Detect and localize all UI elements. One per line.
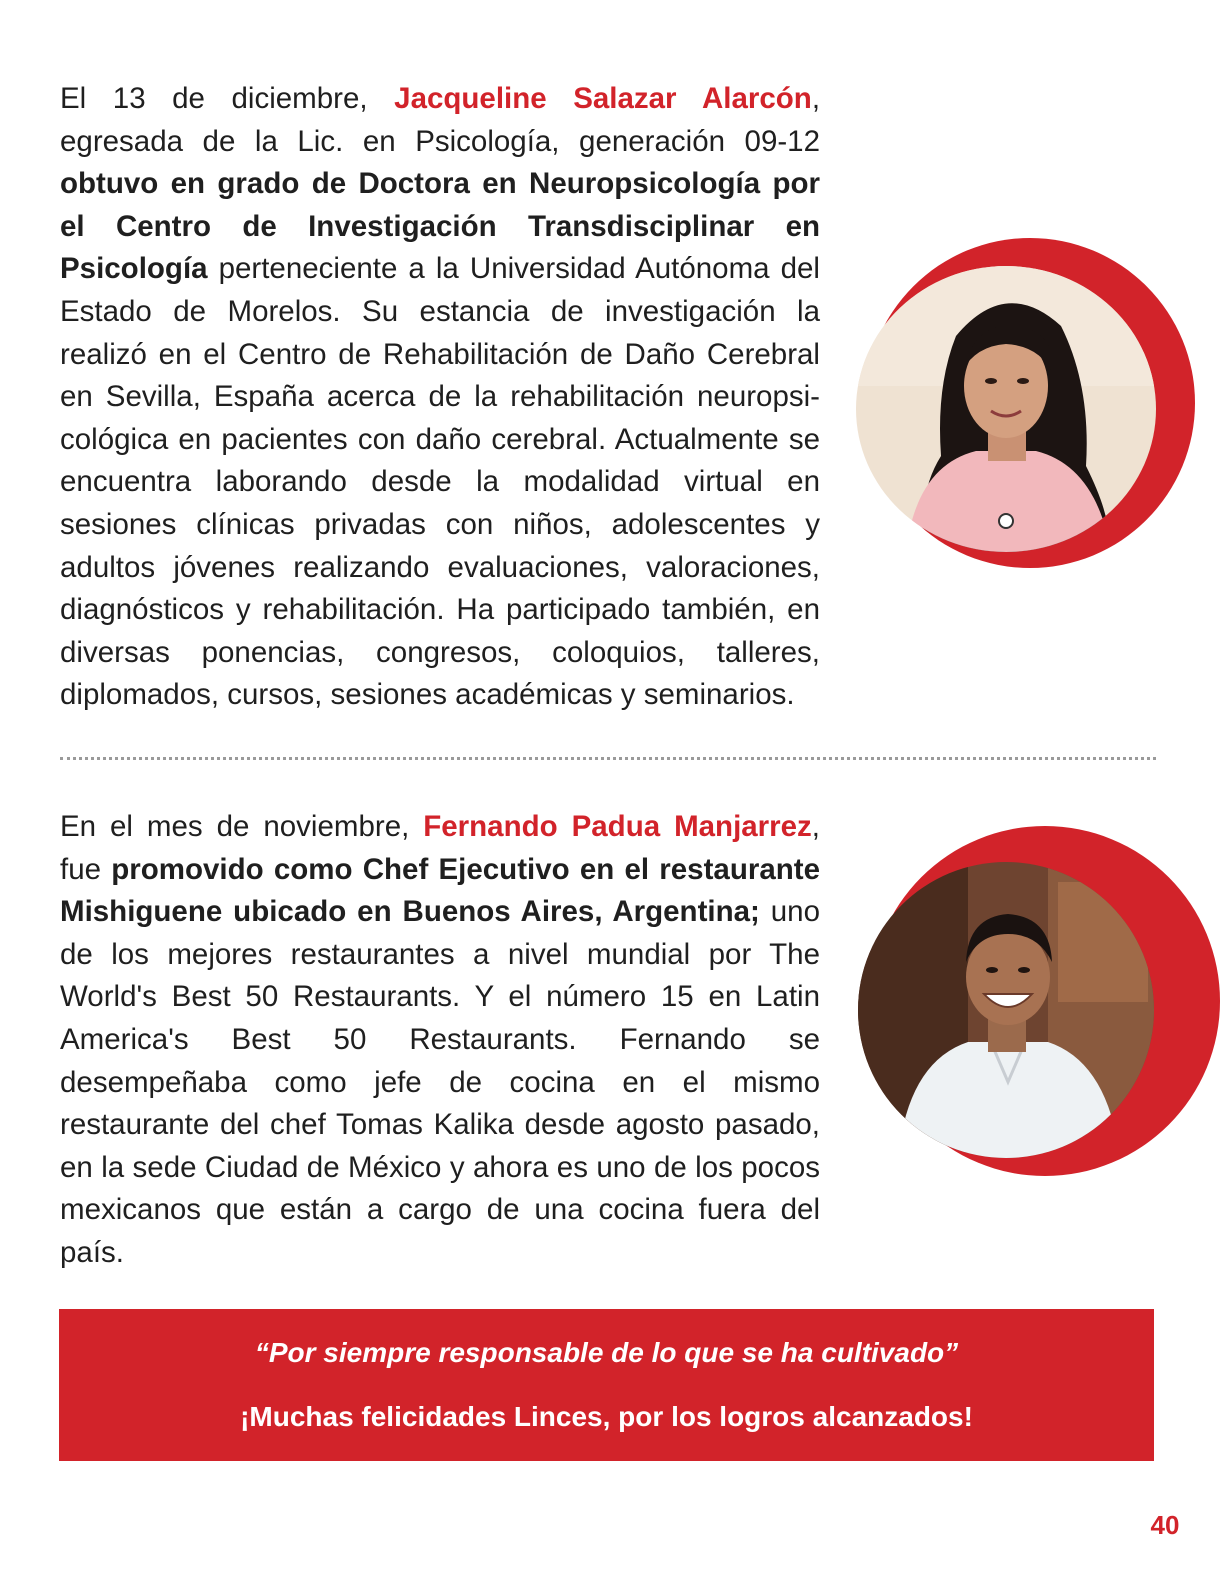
article-fernando	[60, 806, 820, 1275]
article-2-after-name: , fue	[60, 810, 820, 886]
graduate-name-fernando: Fernando Padua Manjarrez	[423, 810, 812, 843]
article-2-intro: En el mes de noviembre,	[60, 810, 424, 843]
banner-congrats: ¡Muchas felicidades Linces, por los logros alcanzados!	[240, 1401, 973, 1432]
portrait-jacqueline	[856, 266, 1156, 552]
page-number: 40	[1150, 1510, 1180, 1540]
article-1-intro: El 13 de diciembre,	[60, 82, 395, 115]
congratulations-banner	[59, 1309, 1154, 1461]
banner-quote: “Por siempre responsable de lo que se ha cultivado”	[254, 1337, 959, 1368]
article-1-highlight: obtuvo en grado de Doctora en Neuropsicología por el Centro de Investigación Transdisciplinar en Psicología	[60, 167, 820, 286]
article-1-body: perteneciente a la Universidad Autónoma del Estado de Morelos. Su estancia de investigación la realizó en el Centro de Rehabilitación de Daño Cerebral en Sevilla, España acerca de la rehabilitación neuropsi-cológica en pacientes con daño cerebral. Actualmente se encuentra laborando desde la modalidad virtual en sesiones clínicas privadas con niños, adolescentes y adultos jóvenes realizando evaluaciones, valoraciones, diagnósticos y rehabilitación. Ha participado también, en diversas ponencias, congresos, coloquios, talleres, diplomados, cursos, sesiones académicas y seminarios.	[60, 252, 820, 712]
article-2-body: uno de los mejores restaurantes a nivel mundial por The World's Best 50 Restaurants. Y el número 15 en Latin America's Best 50 Restaurants. Fernando se desempeñaba como jefe de cocina en el mismo restaurante del chef Tomas Kalika desde agosto pasado, en la sede Ciudad de México y ahora es uno de los pocos mexicanos que están a cargo de una cocina fuera del país.	[60, 895, 820, 1269]
graduate-name-jacqueline: Jacqueline Salazar Alarcón	[394, 82, 812, 115]
portrait-fernando-group	[856, 826, 1216, 1178]
article-2-highlight: promovido como Chef Ejecutivo en el restaurante Mishiguene ubicado en Buenos Aires, Argentina;	[60, 852, 820, 929]
article-jacqueline	[60, 78, 820, 717]
portrait-fernando	[858, 862, 1154, 1158]
portrait-jacqueline-group	[856, 238, 1216, 568]
article-1-after-name: , egresada de la Lic. en Psicología, generación 09-12	[60, 82, 821, 158]
dotted-divider	[60, 757, 1156, 760]
